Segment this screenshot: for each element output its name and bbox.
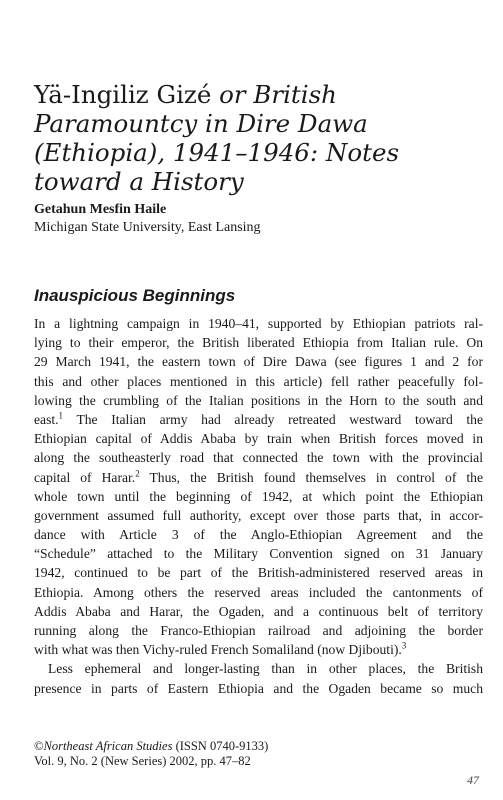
body-line: lying to their emperor, the British liberated Ethiopia from Italian rule. On (34, 335, 483, 351)
footnote-marker[interactable]: 3 (401, 640, 407, 651)
body-line: this and other places mentioned in this article) fell rather peacefully fol- (34, 373, 483, 389)
title-line-2 (34, 109, 474, 138)
title-line-1 (34, 80, 474, 109)
title-italic-part: or British (219, 80, 337, 109)
body-line: “Schedule” attached to the Military Convention signed on 31 January (34, 546, 483, 562)
body-line-text: The Italian army had already retreated westward toward the (63, 411, 483, 427)
body-line: 1942, continued to be part of the British-administered reserved areas in (34, 565, 483, 581)
article-title (34, 80, 474, 196)
body-line: Addis Ababa and Harar, the Ogaden, and a continuous belt of territory (34, 603, 483, 619)
title-italic-part: toward a History (34, 167, 244, 196)
body-line (34, 468, 483, 487)
author-name: Getahun Mesfin Haile (34, 202, 167, 217)
title-line-4 (34, 167, 474, 196)
body-line-text: with what was then Vichy-ruled French Somaliland (now Djibouti). (34, 642, 402, 658)
body-line: whole town until the beginning of 1942, at which point the Ethiopian (34, 488, 483, 504)
body-line (34, 640, 483, 659)
body-line-text: Thus, the British found themselves in control of the (139, 469, 483, 485)
page-number: 47 (467, 773, 479, 787)
title-italic-part: (Ethiopia), 1941–1946: Notes (34, 138, 400, 167)
body-text (34, 314, 483, 698)
body-line: running along the Franco-Ethiopian railroad and adjoining the border (34, 623, 483, 638)
journal-name: Northeast African Studies (43, 739, 173, 753)
body-line: lowing the crumbling of the Italian positions in the Horn to the south and (34, 392, 483, 408)
body-line: Ethiopian capital of Addis Ababa by train when British forces moved in (34, 431, 483, 447)
author-affiliation: Michigan State University, East Lansing (34, 220, 261, 235)
section-heading: Inauspicious Beginnings (34, 286, 236, 305)
body-line: presence in parts of Eastern Ethiopia and the Ogaden became so much (34, 680, 483, 696)
journal-issn: (ISSN 0740-9133) (172, 739, 269, 753)
citation-footer (34, 739, 268, 769)
title-line-3 (34, 138, 474, 167)
title-roman-part: Yä-Ingiliz Gizé (34, 80, 220, 109)
title-italic-part: Paramountcy in Dire Dawa (34, 109, 368, 138)
footer-volume-line: Vol. 9, No. 2 (New Series) 2002, pp. 47–82 (34, 754, 251, 768)
copyright-mark: © (34, 739, 44, 753)
body-line: along the southeasterly road that connected the town with the provincial (34, 450, 483, 466)
body-line: government assumed full authority, except over those parts that, in accor- (34, 507, 483, 523)
footer-journal-line (34, 739, 268, 754)
body-line-text: capital of Harar. (34, 469, 136, 485)
body-line: dance with Article 3 of the Anglo-Ethiopian Agreement and the (34, 527, 483, 543)
body-line: In a lightning campaign in 1940–41, supported by Ethiopian patriots ral- (34, 316, 483, 331)
footnote-marker[interactable]: 2 (135, 467, 140, 478)
body-line: 29 March 1941, the eastern town of Dire Dawa (see figures 1 and 2 for (34, 354, 483, 370)
body-line-text: east. (34, 411, 59, 427)
body-line: Less ephemeral and longer-lasting than in other places, the British (48, 661, 483, 677)
body-line: Ethiopia. Among others the reserved areas included the cantonments of (34, 584, 483, 600)
body-line (34, 410, 483, 429)
footnote-marker[interactable]: 1 (58, 410, 64, 421)
